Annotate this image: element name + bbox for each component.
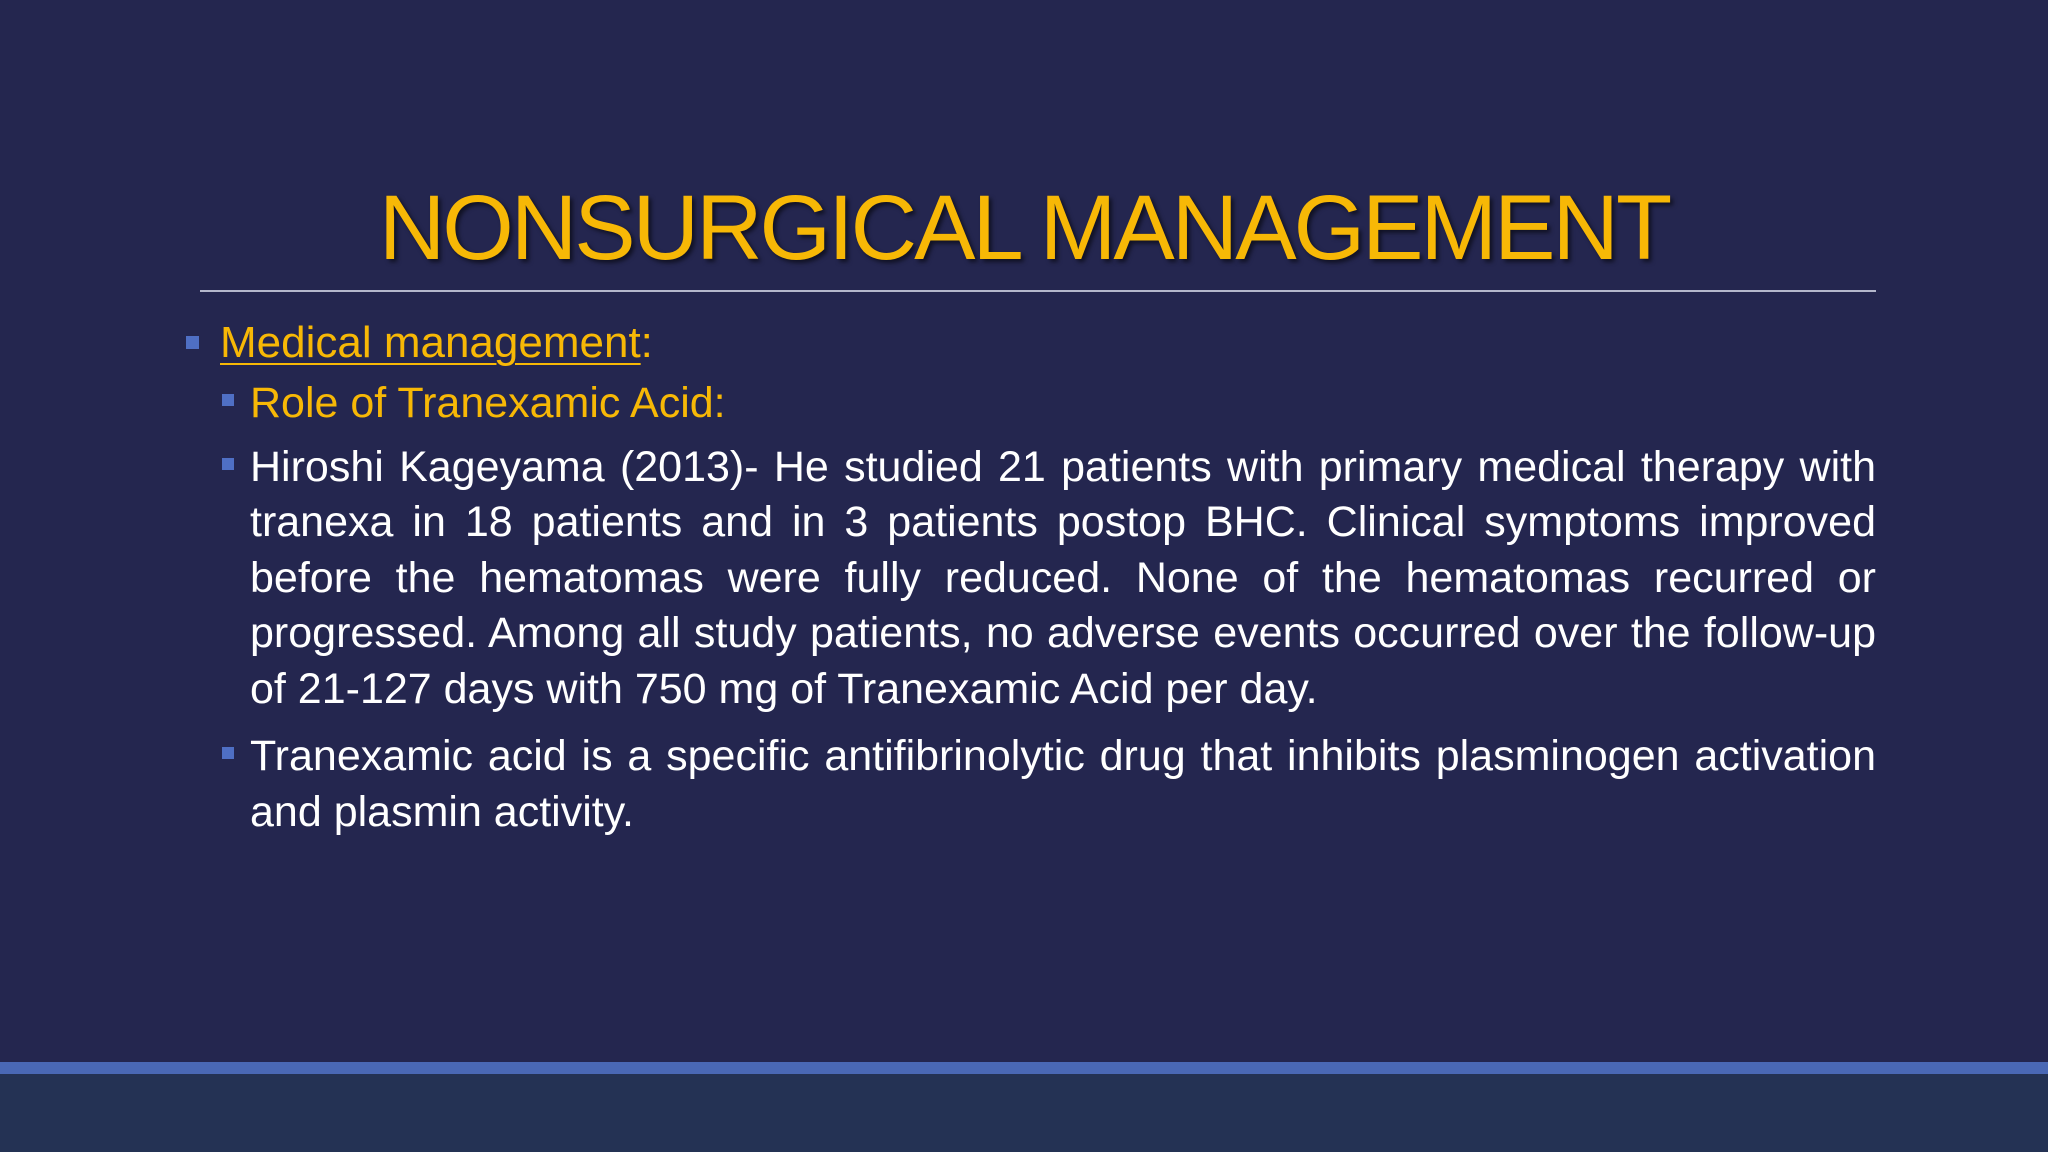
square-bullet-icon	[222, 394, 234, 406]
bullet-label-suffix: :	[640, 318, 653, 367]
square-bullet-icon	[186, 336, 199, 349]
title-divider	[200, 290, 1876, 292]
slide-title: NONSURGICAL MANAGEMENT	[378, 177, 1670, 279]
footer-bar	[0, 1074, 2048, 1152]
sub-bullet-tranexamic-definition	[222, 729, 1876, 840]
square-bullet-icon	[222, 458, 234, 470]
square-bullet-icon	[222, 747, 234, 759]
sub-bullet-text: Hiroshi Kageyama (2013)- He studied 21 patients with primary medical therapy with tranexa in 18 patients and in 3 patients postop BHC. Clinical symptoms improved before the hematomas were fully reduced. None of the hematomas recurred or progressed. Among all study patients, no adverse events occurred over the follow-up of 21-127 days with 750 mg of Tranexamic Acid per day.	[250, 442, 1876, 713]
sub-bullet-role-of-tranexamic-acid	[222, 376, 1876, 432]
sub-bullet-text: Role of Tranexamic Acid:	[250, 379, 726, 427]
bullet-medical-management	[186, 312, 1876, 374]
bullet-label: Medical management	[220, 318, 641, 367]
sub-bullet-kageyama-study	[222, 440, 1876, 718]
slide-content	[186, 312, 1876, 840]
sub-bullet-text: Tranexamic acid is a specific antifibrinolytic drug that inhibits plasminogen activation and plasmin activity.	[250, 732, 1876, 836]
footer-accent-band	[0, 1062, 2048, 1074]
